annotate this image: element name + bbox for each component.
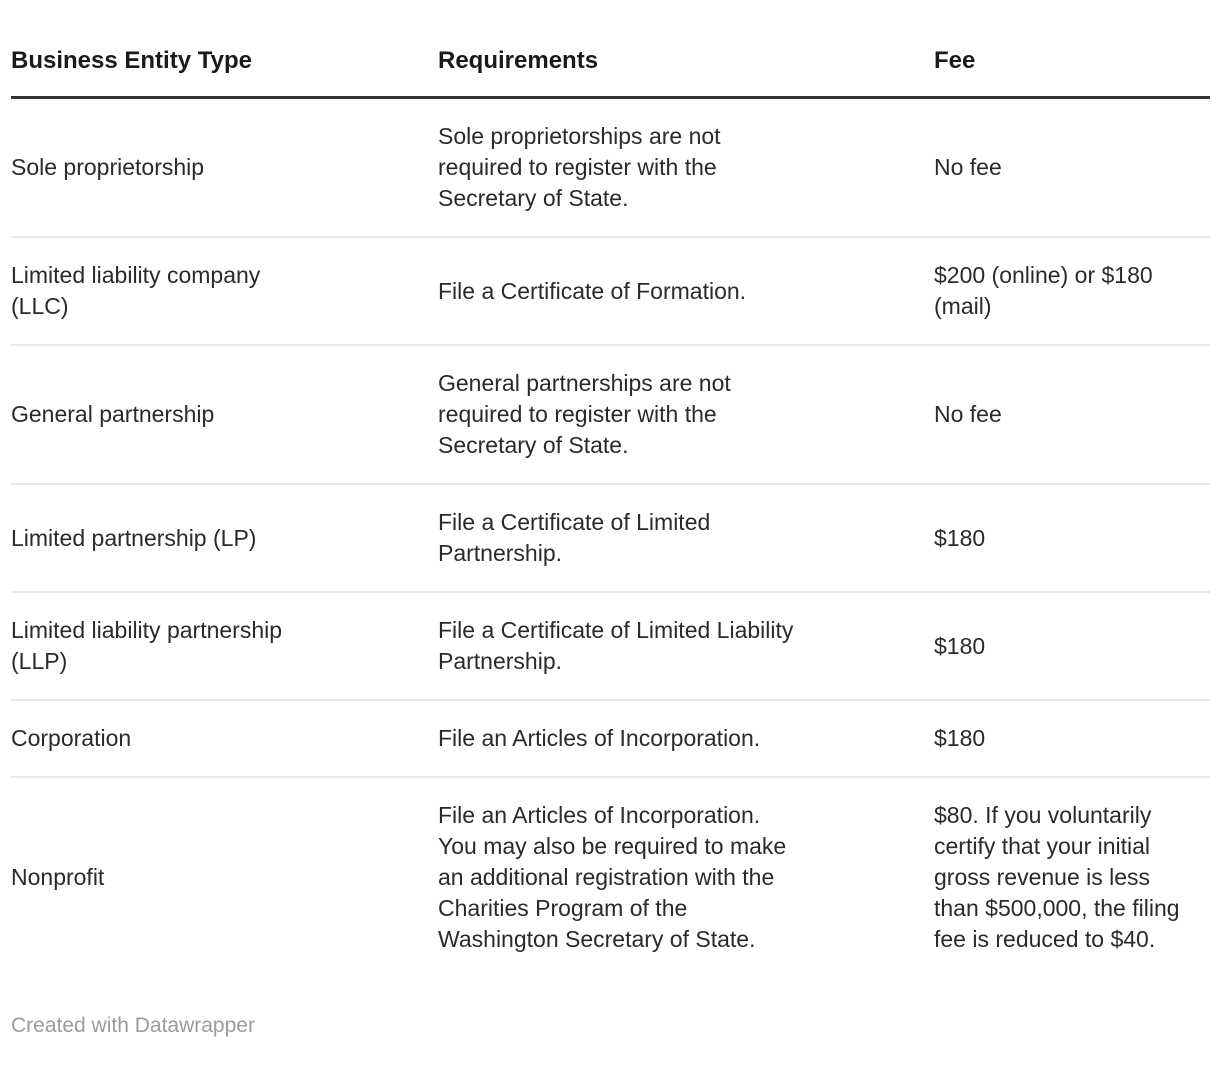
table-row-general-partnership [11, 345, 1210, 484]
table-row-sole-proprietorship [11, 98, 1210, 238]
cell-fee: $180 [934, 484, 1210, 592]
table-row-corporation [11, 700, 1210, 777]
cell-requirements: File a Certificate of Limited Liability Partnership. [438, 592, 934, 700]
table-row-llc [11, 237, 1210, 345]
cell-entity-type: Corporation [11, 700, 438, 777]
cell-fee: $180 [934, 592, 1210, 700]
cell-requirements: File an Articles of Incorporation. [438, 700, 934, 777]
cell-requirements: File a Certificate of Formation. [438, 237, 934, 345]
cell-fee: $180 [934, 700, 1210, 777]
column-header-business-entity-type: Business Entity Type [11, 0, 438, 98]
column-header-fee: Fee [934, 0, 1210, 98]
cell-entity-type: General partnership [11, 345, 438, 484]
cell-fee: No fee [934, 345, 1210, 484]
cell-fee: No fee [934, 98, 1210, 238]
cell-requirements: Sole proprietorships are not required to register with the Secretary of State. [438, 98, 934, 238]
cell-requirements: File a Certificate of Limited Partnership. [438, 484, 934, 592]
column-header-requirements: Requirements [438, 0, 934, 98]
cell-fee: $200 (online) or $180 (mail) [934, 237, 1210, 345]
cell-entity-type: Sole proprietorship [11, 98, 438, 238]
table-row-llp [11, 592, 1210, 700]
cell-requirements: File an Articles of Incorporation. You may also be required to make an additional registration with the Charities Program of the Washington Secretary of State. [438, 802, 787, 952]
cell-entity-type: Limited liability partnership (LLP) [11, 592, 438, 700]
table-header-row [11, 0, 1210, 98]
datawrapper-attribution: Created with Datawrapper [11, 1014, 255, 1037]
table-row-nonprofit [11, 777, 1210, 977]
business-entity-fee-table [11, 0, 1210, 977]
cell-entity-type: Nonprofit [11, 864, 105, 890]
cell-entity-type: Limited liability company (LLC) [11, 237, 438, 345]
cell-fee: $80. If you voluntarily certify that your initial gross revenue is less than $500,000, the filing fee is reduced to $40. [934, 802, 1180, 952]
cell-requirements: General partnerships are not required to register with the Secretary of State. [438, 345, 934, 484]
cell-entity-type: Limited partnership (LP) [11, 484, 438, 592]
table-row-limited-partnership [11, 484, 1210, 592]
